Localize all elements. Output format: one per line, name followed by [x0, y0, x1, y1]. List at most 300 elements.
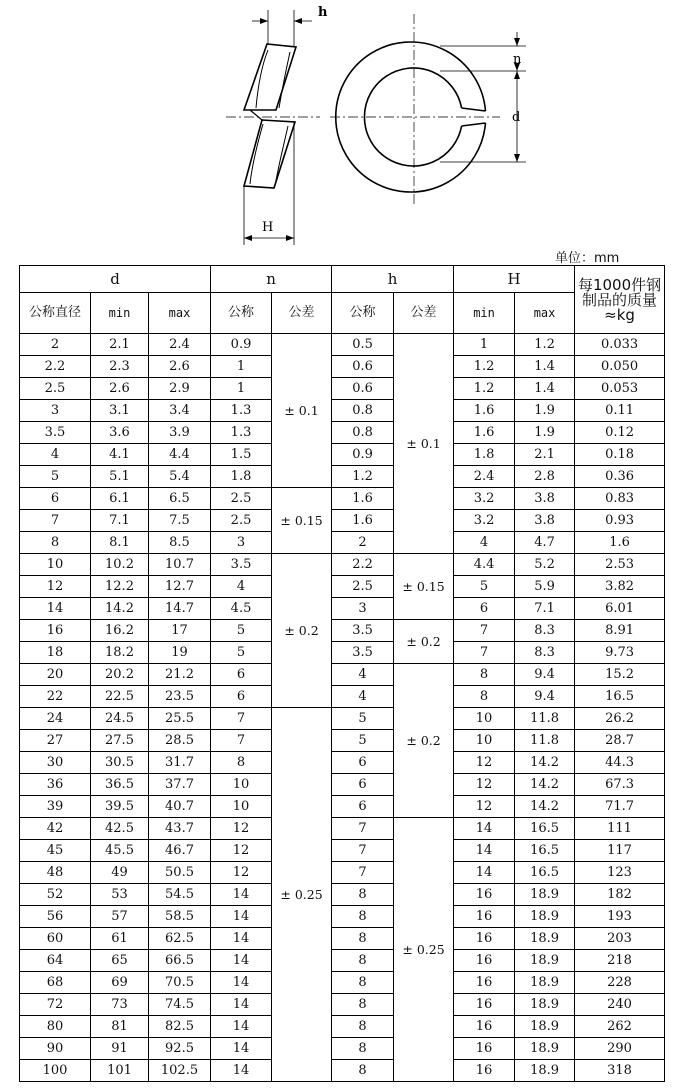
cell-n-nominal: 5: [211, 642, 272, 664]
cell-d-max: 46.7: [149, 840, 211, 862]
cell-n-nominal: 14: [211, 884, 272, 906]
cell-d-nominal: 12: [20, 576, 91, 598]
cell-n-nominal: 1: [211, 378, 272, 400]
cell-H-max: 18.9: [515, 972, 575, 994]
cell-H-min: 14: [454, 862, 515, 884]
cell-d-min: 3.6: [91, 422, 149, 444]
cell-mass: 0.11: [575, 400, 665, 422]
table-row: [20, 664, 665, 686]
cell-H-min: 16: [454, 1038, 515, 1060]
cell-d-nominal: 30: [20, 752, 91, 774]
cell-H-max: 16.5: [515, 862, 575, 884]
table-row: [20, 730, 665, 752]
cell-H-max: 3.8: [515, 510, 575, 532]
cell-n-nominal: 3.5: [211, 554, 272, 576]
cell-H-max: 18.9: [515, 884, 575, 906]
cell-n-nominal: 14: [211, 1016, 272, 1038]
table-row: [20, 488, 665, 510]
cell-d-min: 69: [91, 972, 149, 994]
cell-d-nominal: 4: [20, 444, 91, 466]
header-H-max: max: [515, 293, 575, 334]
cell-h-nominal: 8: [332, 1038, 394, 1060]
cell-h-nominal: 4: [332, 686, 394, 708]
cell-h-nominal: 5: [332, 730, 394, 752]
cell-H-min: 12: [454, 796, 515, 818]
table-row: [20, 598, 665, 620]
cell-d-max: 5.4: [149, 466, 211, 488]
cell-H-max: 1.9: [515, 400, 575, 422]
cell-d-min: 24.5: [91, 708, 149, 730]
table-row: [20, 510, 665, 532]
table-row: [20, 752, 665, 774]
cell-n-nominal: 1.5: [211, 444, 272, 466]
cell-d-min: 20.2: [91, 664, 149, 686]
cell-mass: 0.053: [575, 378, 665, 400]
cell-n-nominal: 0.9: [211, 334, 272, 356]
cell-d-min: 2.3: [91, 356, 149, 378]
cell-H-max: 18.9: [515, 906, 575, 928]
cell-d-min: 12.2: [91, 576, 149, 598]
cell-d-nominal: 5: [20, 466, 91, 488]
cell-mass: 218: [575, 950, 665, 972]
cell-d-max: 19: [149, 642, 211, 664]
cell-d-nominal: 18: [20, 642, 91, 664]
cell-H-max: 1.4: [515, 356, 575, 378]
cell-mass: 0.12: [575, 422, 665, 444]
cell-d-nominal: 56: [20, 906, 91, 928]
cell-H-min: 10: [454, 708, 515, 730]
cell-h-nominal: 8: [332, 972, 394, 994]
cell-d-min: 2.1: [91, 334, 149, 356]
table-row: [20, 422, 665, 444]
cell-n-nominal: 6: [211, 664, 272, 686]
cell-d-min: 73: [91, 994, 149, 1016]
cell-H-max: 2.8: [515, 466, 575, 488]
header-group-row: [20, 266, 665, 293]
cell-H-min: 16: [454, 906, 515, 928]
cell-n-nominal: 14: [211, 1038, 272, 1060]
cell-d-nominal: 22: [20, 686, 91, 708]
cell-h-nominal: 0.8: [332, 400, 394, 422]
cell-d-nominal: 24: [20, 708, 91, 730]
cell-H-min: 1.2: [454, 356, 515, 378]
table-row: [20, 1016, 665, 1038]
cell-h-nominal: 8: [332, 906, 394, 928]
cell-n-tolerance: ± 0.25: [272, 708, 332, 1082]
cell-mass: 0.93: [575, 510, 665, 532]
cell-n-nominal: 5: [211, 620, 272, 642]
header-h-nominal: 公称: [332, 293, 394, 334]
cell-n-nominal: 14: [211, 972, 272, 994]
cell-d-max: 14.7: [149, 598, 211, 620]
cell-H-min: 16: [454, 950, 515, 972]
cell-H-min: 16: [454, 884, 515, 906]
cell-mass: 0.033: [575, 334, 665, 356]
cell-H-max: 4.7: [515, 532, 575, 554]
header-d-max: max: [149, 293, 211, 334]
header-mass: 每1000件钢制品的质量≈kg: [575, 266, 665, 334]
cell-d-nominal: 68: [20, 972, 91, 994]
cell-h-nominal: 0.6: [332, 378, 394, 400]
cell-mass: 16.5: [575, 686, 665, 708]
cell-d-nominal: 8: [20, 532, 91, 554]
cell-H-min: 3.2: [454, 510, 515, 532]
cell-d-min: 27.5: [91, 730, 149, 752]
table-row: [20, 1038, 665, 1060]
cell-d-max: 12.7: [149, 576, 211, 598]
cell-mass: 9.73: [575, 642, 665, 664]
cell-d-min: 65: [91, 950, 149, 972]
cell-h-nominal: 8: [332, 994, 394, 1016]
cell-d-max: 37.7: [149, 774, 211, 796]
cell-n-nominal: 7: [211, 730, 272, 752]
cell-d-max: 31.7: [149, 752, 211, 774]
cell-n-nominal: 12: [211, 818, 272, 840]
cell-d-min: 61: [91, 928, 149, 950]
cell-d-min: 53: [91, 884, 149, 906]
cell-mass: 0.050: [575, 356, 665, 378]
cell-d-nominal: 48: [20, 862, 91, 884]
table-row: [20, 950, 665, 972]
cell-H-max: 5.2: [515, 554, 575, 576]
cell-h-nominal: 2: [332, 532, 394, 554]
cell-d-nominal: 60: [20, 928, 91, 950]
cell-d-max: 2.6: [149, 356, 211, 378]
cell-mass: 203: [575, 928, 665, 950]
cell-H-min: 10: [454, 730, 515, 752]
cell-n-nominal: 2.5: [211, 488, 272, 510]
cell-n-nominal: 12: [211, 862, 272, 884]
cell-H-max: 18.9: [515, 1016, 575, 1038]
table-row: [20, 928, 665, 950]
cell-h-nominal: 0.8: [332, 422, 394, 444]
cell-mass: 290: [575, 1038, 665, 1060]
cell-h-nominal: 3: [332, 598, 394, 620]
cell-d-min: 3.1: [91, 400, 149, 422]
cell-h-nominal: 4: [332, 664, 394, 686]
header-d-nominal: 公称直径: [20, 293, 91, 334]
cell-d-max: 62.5: [149, 928, 211, 950]
cell-d-nominal: 2.5: [20, 378, 91, 400]
cell-d-max: 82.5: [149, 1016, 211, 1038]
cell-d-nominal: 6: [20, 488, 91, 510]
cell-h-tolerance: ± 0.15: [394, 554, 454, 620]
cell-H-min: 6: [454, 598, 515, 620]
cell-d-min: 39.5: [91, 796, 149, 818]
cell-d-max: 23.5: [149, 686, 211, 708]
cell-d-min: 30.5: [91, 752, 149, 774]
cell-H-min: 8: [454, 686, 515, 708]
cell-n-tolerance: ± 0.2: [272, 554, 332, 708]
cell-h-nominal: 5: [332, 708, 394, 730]
cell-H-min: 1.8: [454, 444, 515, 466]
cell-d-min: 45.5: [91, 840, 149, 862]
unit-label: 单位：mm: [555, 251, 620, 266]
cell-d-min: 81: [91, 1016, 149, 1038]
cell-h-nominal: 7: [332, 818, 394, 840]
cell-H-min: 3.2: [454, 488, 515, 510]
cell-h-nominal: 7: [332, 840, 394, 862]
cell-n-nominal: 7: [211, 708, 272, 730]
cell-d-max: 74.5: [149, 994, 211, 1016]
cell-d-max: 17: [149, 620, 211, 642]
cell-H-min: 7: [454, 620, 515, 642]
cell-n-nominal: 14: [211, 906, 272, 928]
cell-H-max: 14.2: [515, 774, 575, 796]
cell-n-nominal: 2.5: [211, 510, 272, 532]
cell-n-nominal: 1.3: [211, 400, 272, 422]
figure-label-H: H: [262, 220, 274, 235]
cell-h-tolerance: ± 0.25: [394, 818, 454, 1082]
cell-H-max: 16.5: [515, 840, 575, 862]
cell-mass: 262: [575, 1016, 665, 1038]
cell-d-max: 2.9: [149, 378, 211, 400]
header-H: H: [454, 266, 575, 293]
header-sub-row: [20, 293, 665, 334]
header-n-nominal: 公称: [211, 293, 272, 334]
cell-h-nominal: 0.9: [332, 444, 394, 466]
cell-mass: 3.82: [575, 576, 665, 598]
cell-h-nominal: 3.5: [332, 620, 394, 642]
cell-d-max: 66.5: [149, 950, 211, 972]
cell-d-min: 49: [91, 862, 149, 884]
cell-n-tolerance: ± 0.15: [272, 488, 332, 554]
cell-d-min: 7.1: [91, 510, 149, 532]
spring-washer-spec-table: [19, 265, 665, 1082]
table-row: [20, 576, 665, 598]
cell-h-tolerance: ± 0.2: [394, 664, 454, 818]
table-row: [20, 906, 665, 928]
cell-d-max: 50.5: [149, 862, 211, 884]
cell-mass: 1.6: [575, 532, 665, 554]
cell-h-nominal: 0.6: [332, 356, 394, 378]
table-row: [20, 400, 665, 422]
cell-d-min: 8.1: [91, 532, 149, 554]
cell-mass: 193: [575, 906, 665, 928]
cell-h-nominal: 6: [332, 752, 394, 774]
table-row: [20, 686, 665, 708]
cell-mass: 0.18: [575, 444, 665, 466]
cell-n-tolerance: ± 0.1: [272, 334, 332, 488]
cell-H-max: 18.9: [515, 1060, 575, 1082]
cell-H-max: 14.2: [515, 796, 575, 818]
cell-d-max: 7.5: [149, 510, 211, 532]
cell-d-nominal: 10: [20, 554, 91, 576]
cell-H-min: 16: [454, 972, 515, 994]
table-row: [20, 884, 665, 906]
cell-d-nominal: 2.2: [20, 356, 91, 378]
cell-H-min: 12: [454, 774, 515, 796]
cell-d-nominal: 45: [20, 840, 91, 862]
header-d: d: [20, 266, 211, 293]
cell-d-max: 92.5: [149, 1038, 211, 1060]
header-d-min: min: [91, 293, 149, 334]
cell-h-nominal: 2.5: [332, 576, 394, 598]
dimension-arrows: [244, 18, 520, 241]
cell-h-nominal: 8: [332, 928, 394, 950]
table-row: [20, 378, 665, 400]
cell-d-max: 3.4: [149, 400, 211, 422]
cell-mass: 117: [575, 840, 665, 862]
cell-h-nominal: 1.2: [332, 466, 394, 488]
cell-d-max: 58.5: [149, 906, 211, 928]
cell-H-max: 11.8: [515, 708, 575, 730]
cell-d-max: 4.4: [149, 444, 211, 466]
cell-H-min: 12: [454, 752, 515, 774]
cell-h-tolerance: ± 0.2: [394, 620, 454, 664]
cell-H-min: 16: [454, 928, 515, 950]
cell-H-max: 18.9: [515, 950, 575, 972]
cell-H-min: 1.2: [454, 378, 515, 400]
cell-d-max: 43.7: [149, 818, 211, 840]
cell-H-max: 18.9: [515, 1038, 575, 1060]
cell-n-nominal: 14: [211, 950, 272, 972]
cell-H-min: 4: [454, 532, 515, 554]
cell-mass: 0.36: [575, 466, 665, 488]
cell-H-max: 16.5: [515, 818, 575, 840]
cell-H-max: 3.8: [515, 488, 575, 510]
cell-d-nominal: 64: [20, 950, 91, 972]
cell-mass: 228: [575, 972, 665, 994]
cell-n-nominal: 1.3: [211, 422, 272, 444]
cell-n-nominal: 10: [211, 796, 272, 818]
table-row: [20, 356, 665, 378]
table-row: [20, 466, 665, 488]
cell-mass: 111: [575, 818, 665, 840]
table-row: [20, 334, 665, 356]
cell-d-min: 42.5: [91, 818, 149, 840]
table-row: [20, 994, 665, 1016]
cell-H-min: 16: [454, 1016, 515, 1038]
cell-d-min: 101: [91, 1060, 149, 1082]
cell-n-nominal: 14: [211, 1060, 272, 1082]
cell-H-min: 14: [454, 840, 515, 862]
header-n: n: [211, 266, 332, 293]
cell-d-nominal: 3: [20, 400, 91, 422]
cell-d-min: 57: [91, 906, 149, 928]
figure-label-h: h: [318, 5, 328, 20]
table-row: [20, 774, 665, 796]
cell-d-max: 3.9: [149, 422, 211, 444]
cell-n-nominal: 4: [211, 576, 272, 598]
cell-h-nominal: 2.2: [332, 554, 394, 576]
cell-n-nominal: 8: [211, 752, 272, 774]
cell-d-min: 22.5: [91, 686, 149, 708]
cell-h-nominal: 3.5: [332, 642, 394, 664]
cell-h-nominal: 8: [332, 1016, 394, 1038]
table-row: [20, 862, 665, 884]
cell-h-nominal: 1.6: [332, 488, 394, 510]
cell-d-min: 91: [91, 1038, 149, 1060]
table-row: [20, 642, 665, 664]
cell-d-min: 18.2: [91, 642, 149, 664]
cell-d-nominal: 72: [20, 994, 91, 1016]
spec-table-body: [20, 334, 665, 1082]
header-n-tolerance: 公差: [272, 293, 332, 334]
cell-H-max: 8.3: [515, 620, 575, 642]
cell-mass: 182: [575, 884, 665, 906]
cell-d-nominal: 2: [20, 334, 91, 356]
cell-H-max: 5.9: [515, 576, 575, 598]
cell-d-min: 5.1: [91, 466, 149, 488]
cell-H-min: 5: [454, 576, 515, 598]
cell-H-max: 1.4: [515, 378, 575, 400]
cell-d-max: 70.5: [149, 972, 211, 994]
cell-n-nominal: 6: [211, 686, 272, 708]
cell-d-max: 54.5: [149, 884, 211, 906]
cell-H-max: 2.1: [515, 444, 575, 466]
cell-H-max: 18.9: [515, 994, 575, 1016]
cell-n-nominal: 10: [211, 774, 272, 796]
cell-H-min: 8: [454, 664, 515, 686]
cell-mass: 0.83: [575, 488, 665, 510]
cell-H-max: 14.2: [515, 752, 575, 774]
cell-mass: 2.53: [575, 554, 665, 576]
cell-h-nominal: 0.5: [332, 334, 394, 356]
cell-mass: 44.3: [575, 752, 665, 774]
cell-d-min: 2.6: [91, 378, 149, 400]
cell-mass: 6.01: [575, 598, 665, 620]
cell-h-nominal: 1.6: [332, 510, 394, 532]
cell-H-max: 18.9: [515, 928, 575, 950]
cell-H-min: 1.6: [454, 400, 515, 422]
cell-mass: 123: [575, 862, 665, 884]
cell-n-nominal: 14: [211, 994, 272, 1016]
cell-d-nominal: 20: [20, 664, 91, 686]
cell-d-nominal: 39: [20, 796, 91, 818]
cell-n-nominal: 14: [211, 928, 272, 950]
cell-d-nominal: 90: [20, 1038, 91, 1060]
cell-n-nominal: 1: [211, 356, 272, 378]
table-row: [20, 840, 665, 862]
cell-H-max: 8.3: [515, 642, 575, 664]
header-h: h: [332, 266, 454, 293]
cell-H-max: 11.8: [515, 730, 575, 752]
cell-h-nominal: 6: [332, 774, 394, 796]
cell-H-max: 1.2: [515, 334, 575, 356]
cell-mass: 8.91: [575, 620, 665, 642]
cell-d-nominal: 100: [20, 1060, 91, 1082]
cell-d-nominal: 27: [20, 730, 91, 752]
cell-d-nominal: 14: [20, 598, 91, 620]
figure-label-d: d: [512, 110, 521, 125]
cell-d-max: 102.5: [149, 1060, 211, 1082]
table-row: [20, 1060, 665, 1082]
cell-d-nominal: 16: [20, 620, 91, 642]
cell-d-min: 14.2: [91, 598, 149, 620]
cell-H-max: 1.9: [515, 422, 575, 444]
cell-H-min: 1: [454, 334, 515, 356]
cell-H-min: 4.4: [454, 554, 515, 576]
table-row: [20, 796, 665, 818]
table-row: [20, 708, 665, 730]
cell-d-max: 2.4: [149, 334, 211, 356]
cell-H-min: 1.6: [454, 422, 515, 444]
table-row: [20, 532, 665, 554]
cell-H-min: 14: [454, 818, 515, 840]
cell-n-nominal: 4.5: [211, 598, 272, 620]
cell-h-nominal: 7: [332, 862, 394, 884]
cell-d-min: 6.1: [91, 488, 149, 510]
cell-d-min: 36.5: [91, 774, 149, 796]
table-row: [20, 554, 665, 576]
cell-H-max: 9.4: [515, 686, 575, 708]
cell-mass: 71.7: [575, 796, 665, 818]
cell-H-min: 16: [454, 994, 515, 1016]
cell-d-max: 28.5: [149, 730, 211, 752]
header-H-min: min: [454, 293, 515, 334]
cell-d-nominal: 52: [20, 884, 91, 906]
